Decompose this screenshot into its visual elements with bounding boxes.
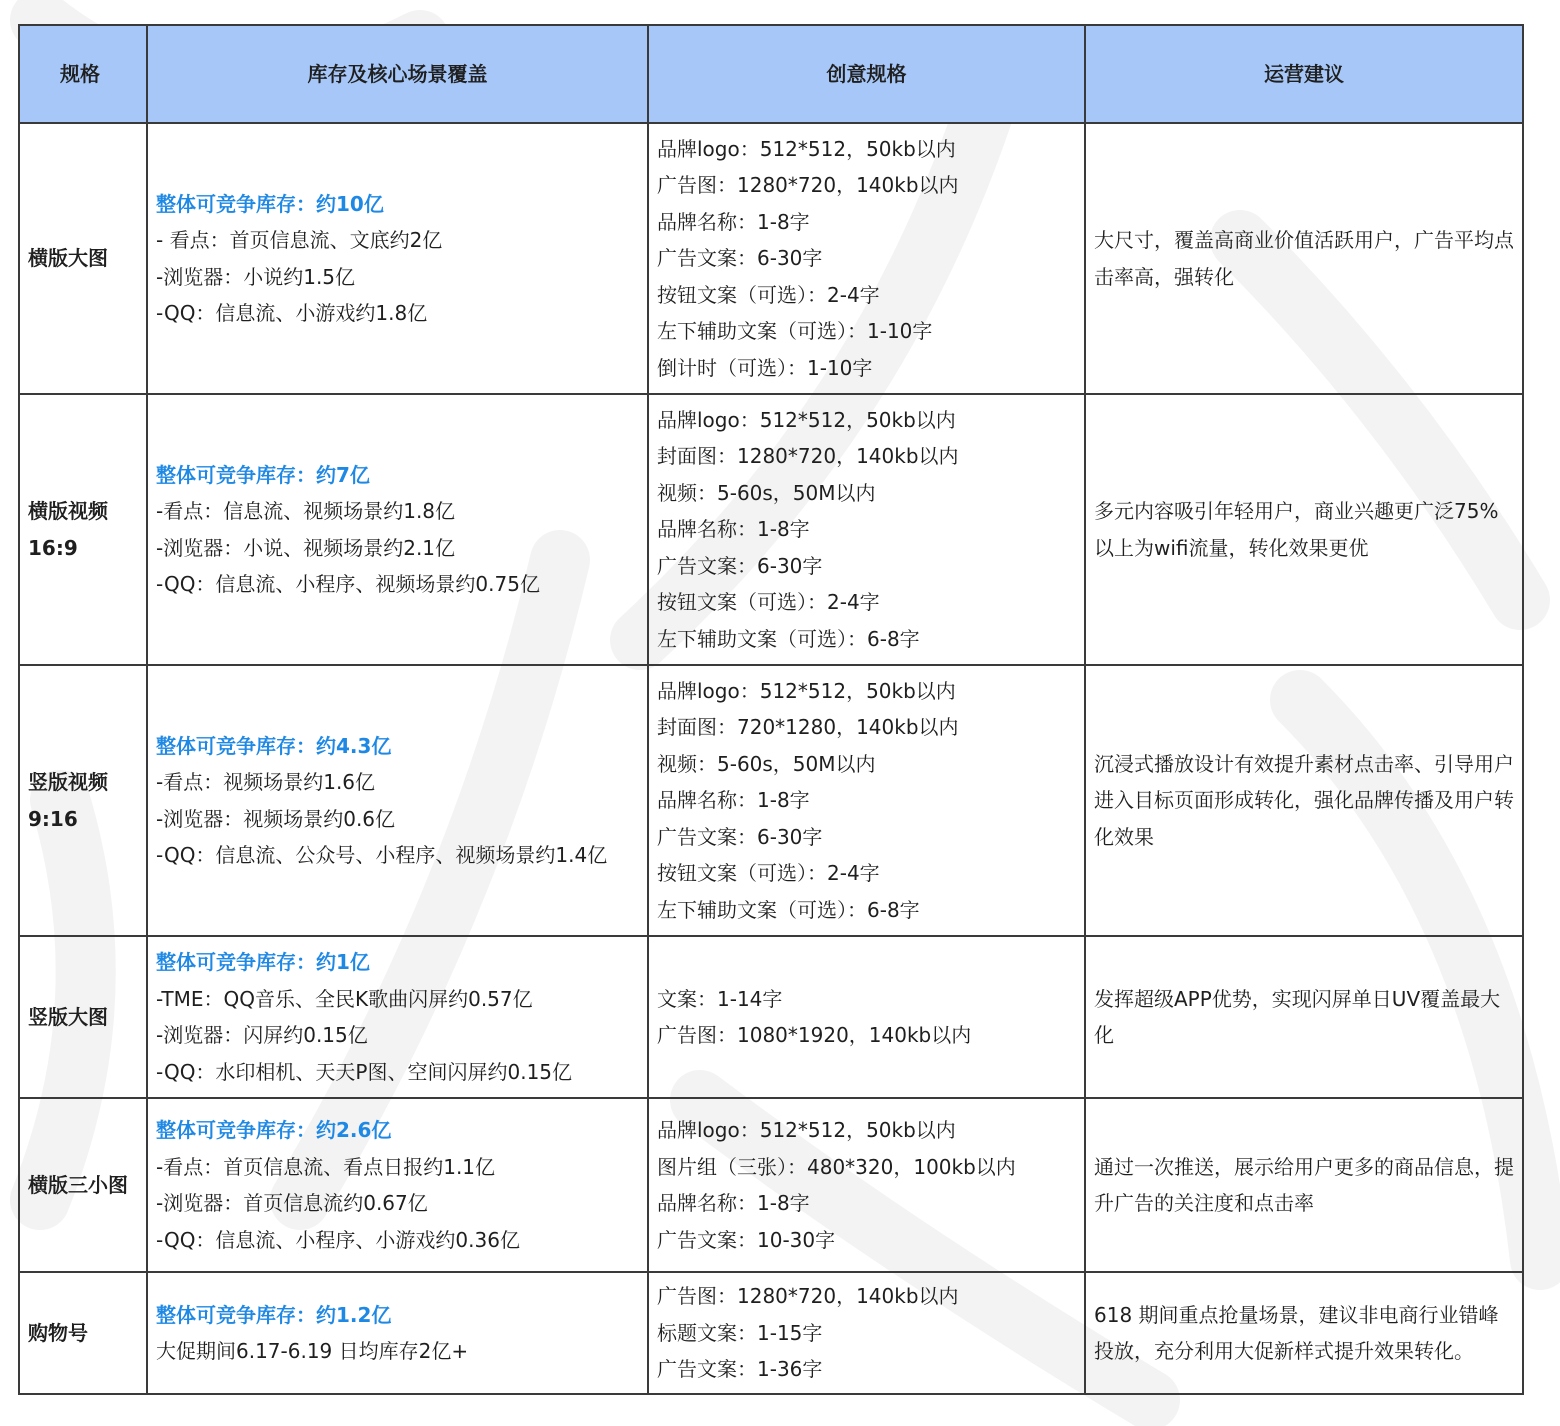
inventory-highlight: 整体可竞争库存：约1亿: [156, 950, 370, 974]
creative-line: 品牌名称：1-8字: [657, 209, 810, 234]
creative-cell: [648, 394, 1085, 665]
creative-line: 左下辅助文案（可选）：6-8字: [657, 626, 920, 651]
creative-line: 广告文案：6-30字: [657, 246, 823, 271]
inventory-line: - 看点：首页信息流、文底约2亿: [156, 228, 443, 252]
ops-cell: 发挥超级APP优势，实现闪屏单日UV覆盖最大化: [1085, 936, 1523, 1098]
inventory-line: 大促期间6.17-6.19 日均库存2亿+: [156, 1339, 469, 1363]
creative-line: 广告文案：6-30字: [657, 824, 823, 849]
creative-line: 品牌名称：1-8字: [657, 1191, 810, 1215]
inventory-highlight: 整体可竞争库存：约1.2亿: [156, 1302, 392, 1327]
spec-name: 横版视频16:9: [19, 394, 147, 665]
ops-cell: 沉浸式播放设计有效提升素材点击率、引导用户进入目标页面形成转化，强化品牌传播及用户转化效果: [1085, 665, 1523, 936]
creative-line: 视频：5-60s，50M以内: [657, 480, 876, 505]
header-spec: 规格: [19, 25, 147, 123]
creative-cell: [648, 1272, 1085, 1394]
creative-cell: [648, 936, 1085, 1098]
spec-name: 竖版大图: [19, 936, 147, 1098]
spec-name: 横版三小图: [19, 1098, 147, 1272]
header-row: [19, 25, 1523, 123]
creative-line: 广告文案：1-36字: [657, 1357, 823, 1382]
creative-line: 左下辅助文案（可选）：1-10字: [657, 319, 933, 344]
creative-line: 广告图：1280*720，140kb以内: [657, 173, 959, 198]
inventory-line: -看点：首页信息流、看点日报约1.1亿: [156, 1154, 496, 1179]
inventory-cell: [147, 1098, 648, 1272]
table-row: [19, 394, 1523, 665]
inventory-line: -QQ：水印相机、天天P图、空间闪屏约0.15亿: [156, 1059, 573, 1084]
creative-line: 按钮文案（可选）：2-4字: [657, 282, 880, 307]
creative-line: 按钮文案（可选）：2-4字: [657, 861, 880, 886]
creative-line: 品牌logo：512*512，50kb以内: [657, 136, 956, 161]
header-creative: 创意规格: [648, 25, 1085, 123]
creative-line: 图片组（三张）：480*320，100kb以内: [657, 1154, 1016, 1179]
table-row: [19, 123, 1523, 394]
creative-line: 标题文案：1-15字: [657, 1320, 823, 1345]
creative-line: 品牌logo：512*512，50kb以内: [657, 678, 956, 703]
inventory-cell: [147, 123, 648, 394]
inventory-cell: [147, 1272, 648, 1394]
ops-cell: 通过一次推送，展示给用户更多的商品信息，提升广告的关注度和点击率: [1085, 1098, 1523, 1272]
creative-line: 品牌名称：1-8字: [657, 517, 810, 542]
inventory-line: -看点：信息流、视频场景约1.8亿: [156, 499, 456, 523]
spec-table: [18, 24, 1524, 1395]
creative-line: 广告文案：6-30字: [657, 553, 823, 578]
inventory-cell: [147, 665, 648, 936]
creative-cell: [648, 665, 1085, 936]
inventory-line: -QQ：信息流、小游戏约1.8亿: [156, 301, 428, 325]
header-inventory: 库存及核心场景覆盖: [147, 25, 648, 123]
creative-line: 品牌logo：512*512，50kb以内: [657, 1118, 956, 1142]
inventory-line: -浏览器：小说、视频场景约2.1亿: [156, 535, 456, 560]
inventory-line: -TME：QQ音乐、全民K歌曲闪屏约0.57亿: [156, 986, 533, 1011]
inventory-cell: [147, 394, 648, 665]
inventory-highlight: 整体可竞争库存：约10亿: [156, 191, 384, 216]
inventory-line: -浏览器：首页信息流约0.67亿: [156, 1191, 428, 1215]
inventory-line: -浏览器：闪屏约0.15亿: [156, 1023, 368, 1047]
spec-name: 横版大图: [19, 123, 147, 394]
creative-line: 按钮文案（可选）：2-4字: [657, 590, 880, 615]
table-row: [19, 936, 1523, 1098]
ops-cell: 多元内容吸引年轻用户，商业兴趣更广泛75%以上为wifi流量，转化效果更优: [1085, 394, 1523, 665]
creative-line: 封面图：720*1280，140kb以内: [657, 715, 959, 740]
inventory-line: -看点：视频场景约1.6亿: [156, 770, 376, 794]
inventory-line: -浏览器：视频场景约0.6亿: [156, 806, 396, 831]
creative-line: 广告文案：10-30字: [657, 1227, 836, 1252]
inventory-line: -QQ：信息流、小程序、小游戏约0.36亿: [156, 1227, 520, 1252]
spec-name: 竖版视频9:16: [19, 665, 147, 936]
creative-cell: [648, 123, 1085, 394]
creative-line: 左下辅助文案（可选）：6-8字: [657, 897, 920, 922]
creative-line: 文案：1-14字: [657, 986, 783, 1011]
inventory-highlight: 整体可竞争库存：约2.6亿: [156, 1118, 392, 1142]
header-ops: 运营建议: [1085, 25, 1523, 123]
inventory-highlight: 整体可竞争库存：约4.3亿: [156, 733, 392, 758]
creative-line: 广告图：1080*1920，140kb以内: [657, 1023, 972, 1047]
inventory-line: -浏览器：小说约1.5亿: [156, 264, 356, 289]
spec-name: 购物号: [19, 1272, 147, 1394]
table-row: [19, 665, 1523, 936]
table-row: [19, 1272, 1523, 1394]
creative-line: 广告图：1280*720，140kb以内: [657, 1284, 959, 1309]
table-row: [19, 1098, 1523, 1272]
inventory-line: -QQ：信息流、公众号、小程序、视频场景约1.4亿: [156, 843, 608, 867]
creative-line: 倒计时（可选）：1-10字: [657, 355, 873, 380]
inventory-line: -QQ：信息流、小程序、视频场景约0.75亿: [156, 572, 540, 596]
creative-line: 品牌名称：1-8字: [657, 788, 810, 813]
creative-line: 封面图：1280*720，140kb以内: [657, 444, 959, 469]
creative-line: 视频：5-60s，50M以内: [657, 751, 876, 776]
creative-cell: [648, 1098, 1085, 1272]
inventory-highlight: 整体可竞争库存：约7亿: [156, 462, 370, 487]
inventory-cell: [147, 936, 648, 1098]
ops-cell: 大尺寸，覆盖高商业价值活跃用户，广告平均点击率高，强转化: [1085, 123, 1523, 394]
ops-cell: 618 期间重点抢量场景，建议非电商行业错峰投放，充分利用大促新样式提升效果转化。: [1085, 1272, 1523, 1394]
creative-line: 品牌logo：512*512，50kb以内: [657, 407, 956, 432]
